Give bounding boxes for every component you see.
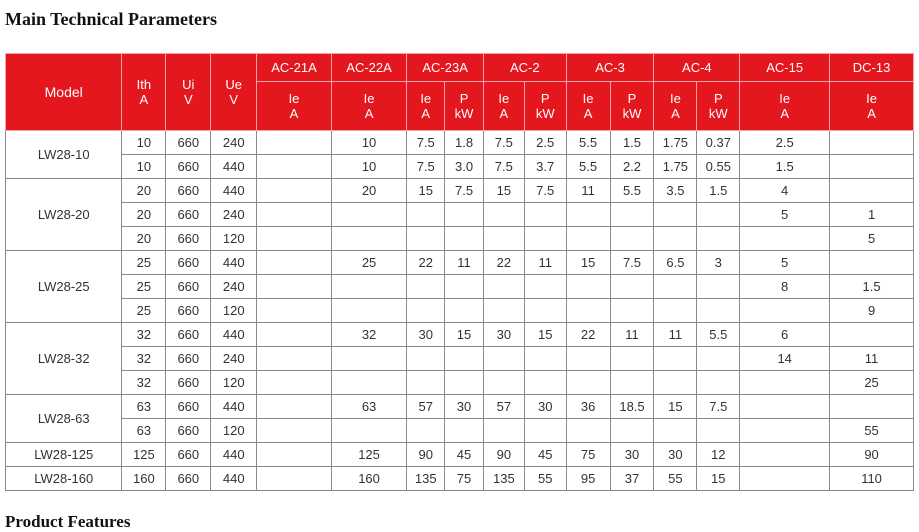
table-cell: 30 (524, 395, 566, 419)
table-cell: 660 (166, 323, 211, 347)
table-cell (524, 227, 566, 251)
table-cell (566, 275, 610, 299)
table-cell: 6.5 (654, 251, 697, 275)
table-cell: 32 (331, 323, 407, 347)
table-cell (331, 299, 407, 323)
table-cell: 30 (610, 443, 654, 467)
table-cell: 0.55 (697, 155, 740, 179)
table-cell: 7.5 (483, 131, 524, 155)
table-cell (483, 371, 524, 395)
table-row (6, 155, 914, 179)
model-name-cell: LW28-125 (6, 443, 122, 467)
table-cell: 7.5 (483, 155, 524, 179)
table-cell (407, 227, 445, 251)
sub-header-cell: P kW (610, 82, 654, 131)
table-cell: 25 (122, 299, 166, 323)
table-row (6, 371, 914, 395)
table-cell (610, 299, 654, 323)
table-cell: 660 (166, 275, 211, 299)
table-cell: 660 (166, 179, 211, 203)
table-cell: 440 (211, 323, 257, 347)
sub-header-cell: Ie A (830, 82, 914, 131)
table-cell (740, 299, 830, 323)
table-cell (524, 299, 566, 323)
table-cell: 90 (407, 443, 445, 467)
sub-header-cell: Ie A (407, 82, 445, 131)
table-cell: 30 (654, 443, 697, 467)
table-cell: 45 (445, 443, 484, 467)
table-cell (830, 323, 914, 347)
table-cell (257, 323, 332, 347)
table-cell: 440 (211, 155, 257, 179)
model-name-cell: LW28-160 (6, 467, 122, 491)
table-cell: 63 (331, 395, 407, 419)
table-cell: 120 (211, 299, 257, 323)
col-header-ac15: AC-15 (740, 54, 830, 82)
table-cell (257, 131, 332, 155)
table-cell: 1.8 (445, 131, 484, 155)
table-cell: 7.5 (445, 179, 484, 203)
table-cell (257, 443, 332, 467)
table-cell (407, 275, 445, 299)
table-cell (610, 203, 654, 227)
table-cell: 660 (166, 371, 211, 395)
table-cell (483, 275, 524, 299)
table-cell: 5.5 (697, 323, 740, 347)
table-cell (483, 203, 524, 227)
table-cell: 7.5 (407, 155, 445, 179)
table-cell: 660 (166, 227, 211, 251)
table-cell: 20 (331, 179, 407, 203)
table-cell: 4 (740, 179, 830, 203)
table-cell: 1.5 (697, 179, 740, 203)
sub-header-cell: P kW (445, 82, 484, 131)
table-cell: 8 (740, 275, 830, 299)
table-cell: 15 (407, 179, 445, 203)
table-cell (445, 371, 484, 395)
table-cell (445, 347, 484, 371)
table-cell: 22 (483, 251, 524, 275)
table-cell: 160 (331, 467, 407, 491)
table-cell (257, 251, 332, 275)
table-cell (566, 371, 610, 395)
table-cell (524, 419, 566, 443)
table-cell: 120 (211, 419, 257, 443)
table-cell (654, 419, 697, 443)
table-cell (566, 347, 610, 371)
table-cell (257, 299, 332, 323)
table-cell (740, 467, 830, 491)
table-cell: 3.7 (524, 155, 566, 179)
table-cell: 10 (122, 131, 166, 155)
table-cell (445, 299, 484, 323)
table-cell: 240 (211, 347, 257, 371)
table-cell: 25 (122, 275, 166, 299)
table-cell: 125 (331, 443, 407, 467)
sub-header-cell: Ie A (740, 82, 830, 131)
table-cell (697, 371, 740, 395)
table-cell: 15 (566, 251, 610, 275)
page-title: Main Technical Parameters (5, 9, 217, 29)
table-cell (257, 347, 332, 371)
table-cell (257, 395, 332, 419)
table-cell: 120 (211, 227, 257, 251)
sub-header-cell: Ie A (257, 82, 332, 131)
table-cell (524, 275, 566, 299)
table-row (6, 227, 914, 251)
table-cell: 45 (524, 443, 566, 467)
table-cell (654, 371, 697, 395)
table-cell: 0.37 (697, 131, 740, 155)
table-cell: 5.5 (566, 155, 610, 179)
table-cell (524, 371, 566, 395)
table-cell (610, 419, 654, 443)
table-cell (483, 347, 524, 371)
table-cell (654, 275, 697, 299)
table-cell (830, 395, 914, 419)
table-cell (610, 275, 654, 299)
sub-header-cell: Ie A (331, 82, 407, 131)
table-cell: 1.5 (610, 131, 654, 155)
table-cell: 1.75 (654, 155, 697, 179)
table-cell: 5 (740, 203, 830, 227)
col-header-ac22a: AC-22A (331, 54, 407, 82)
table-cell (566, 203, 610, 227)
sub-header-cell: Ie A (483, 82, 524, 131)
col-header-ui: Ui V (166, 54, 211, 131)
table-cell: 25 (331, 251, 407, 275)
col-header-ac3: AC-3 (566, 54, 654, 82)
col-header-dc13: DC-13 (830, 54, 914, 82)
table-cell (740, 227, 830, 251)
table-cell (740, 443, 830, 467)
table-row (6, 131, 914, 155)
table-cell (566, 299, 610, 323)
table-cell (257, 203, 332, 227)
table-cell: 660 (166, 347, 211, 371)
table-cell: 6 (740, 323, 830, 347)
table-cell: 32 (122, 371, 166, 395)
table-cell: 660 (166, 299, 211, 323)
table-cell: 20 (122, 179, 166, 203)
table-cell (257, 419, 332, 443)
table-cell: 440 (211, 179, 257, 203)
table-cell: 240 (211, 203, 257, 227)
table-cell (445, 275, 484, 299)
table-cell: 20 (122, 227, 166, 251)
table-cell: 11 (524, 251, 566, 275)
table-cell: 7.5 (697, 395, 740, 419)
table-cell: 660 (166, 395, 211, 419)
table-cell: 9 (830, 299, 914, 323)
table-cell (445, 203, 484, 227)
table-cell: 660 (166, 131, 211, 155)
table-row (6, 179, 914, 203)
table-cell: 22 (407, 251, 445, 275)
table-cell (697, 347, 740, 371)
table-cell: 125 (122, 443, 166, 467)
table-cell (697, 227, 740, 251)
table-cell: 11 (610, 323, 654, 347)
table-cell: 3.0 (445, 155, 484, 179)
table-cell: 660 (166, 443, 211, 467)
table-cell: 20 (122, 203, 166, 227)
table-cell (740, 419, 830, 443)
table-cell: 11 (830, 347, 914, 371)
table-cell (697, 203, 740, 227)
table-cell: 7.5 (407, 131, 445, 155)
table-cell (331, 347, 407, 371)
table-cell: 440 (211, 251, 257, 275)
table-cell: 25 (122, 251, 166, 275)
table-cell: 135 (483, 467, 524, 491)
table-cell (654, 227, 697, 251)
table-cell (257, 275, 332, 299)
table-cell: 32 (122, 347, 166, 371)
table-cell: 5.5 (566, 131, 610, 155)
table-cell (697, 419, 740, 443)
table-cell: 32 (122, 323, 166, 347)
table-cell (610, 371, 654, 395)
model-name-cell: LW28-20 (6, 179, 122, 251)
table-cell (483, 299, 524, 323)
table-cell: 30 (445, 395, 484, 419)
sub-header-cell: P kW (697, 82, 740, 131)
table-cell (445, 227, 484, 251)
table-cell (445, 419, 484, 443)
table-cell (740, 395, 830, 419)
table-cell: 11 (445, 251, 484, 275)
table-cell: 36 (566, 395, 610, 419)
table-cell (331, 275, 407, 299)
section-heading-product-features: Product Features (5, 512, 131, 531)
sub-header-cell: Ie A (566, 82, 610, 131)
table-row (6, 323, 914, 347)
table-cell: 57 (483, 395, 524, 419)
table-cell: 75 (445, 467, 484, 491)
table-cell: 3.5 (654, 179, 697, 203)
table-cell (654, 203, 697, 227)
table-cell: 660 (166, 419, 211, 443)
table-cell: 7.5 (610, 251, 654, 275)
table-cell (483, 227, 524, 251)
table-cell (654, 347, 697, 371)
table-cell: 14 (740, 347, 830, 371)
table-cell: 7.5 (524, 179, 566, 203)
model-name-cell: LW28-63 (6, 395, 122, 443)
table-cell: 440 (211, 467, 257, 491)
table-row (6, 443, 914, 467)
table-cell: 55 (654, 467, 697, 491)
table-row (6, 251, 914, 275)
table-cell (331, 371, 407, 395)
table-cell: 63 (122, 419, 166, 443)
table-cell: 660 (166, 251, 211, 275)
model-name-cell: LW28-25 (6, 251, 122, 323)
table-cell (257, 227, 332, 251)
table-cell: 10 (331, 131, 407, 155)
table-cell (610, 227, 654, 251)
table-cell (697, 275, 740, 299)
table-cell (830, 179, 914, 203)
col-header-ac4: AC-4 (654, 54, 740, 82)
table-row (6, 467, 914, 491)
table-cell (524, 347, 566, 371)
table-cell: 75 (566, 443, 610, 467)
table-cell: 1.75 (654, 131, 697, 155)
table-cell: 240 (211, 275, 257, 299)
table-cell: 30 (483, 323, 524, 347)
table-cell: 660 (166, 203, 211, 227)
table-cell: 440 (211, 443, 257, 467)
header-row-groups (6, 54, 914, 82)
table-cell: 110 (830, 467, 914, 491)
table-cell: 160 (122, 467, 166, 491)
table-cell (331, 203, 407, 227)
table-cell (407, 299, 445, 323)
table-cell (697, 299, 740, 323)
table-cell (654, 299, 697, 323)
model-name-cell: LW28-10 (6, 131, 122, 179)
table-cell (407, 203, 445, 227)
table-cell: 11 (654, 323, 697, 347)
table-cell: 3 (697, 251, 740, 275)
table-cell: 25 (830, 371, 914, 395)
table-cell: 15 (697, 467, 740, 491)
table-row (6, 299, 914, 323)
table-cell: 5 (740, 251, 830, 275)
table-row (6, 419, 914, 443)
table-cell: 90 (483, 443, 524, 467)
table-cell: 2.5 (524, 131, 566, 155)
model-name-cell: LW28-32 (6, 323, 122, 395)
table-row (6, 395, 914, 419)
table-cell: 15 (483, 179, 524, 203)
table-cell (257, 179, 332, 203)
col-header-ue: Ue V (211, 54, 257, 131)
table-cell (257, 371, 332, 395)
table-cell: 120 (211, 371, 257, 395)
table-cell: 5.5 (610, 179, 654, 203)
table-cell: 440 (211, 395, 257, 419)
table-row (6, 275, 914, 299)
table-cell (331, 419, 407, 443)
sub-header-cell: Ie A (654, 82, 697, 131)
table-cell (830, 155, 914, 179)
table-cell (566, 419, 610, 443)
table-cell: 55 (830, 419, 914, 443)
table-cell (610, 347, 654, 371)
table-row (6, 203, 914, 227)
table-row (6, 347, 914, 371)
table-cell: 15 (524, 323, 566, 347)
table-cell: 5 (830, 227, 914, 251)
technical-parameters-table (5, 53, 914, 491)
table-cell: 660 (166, 467, 211, 491)
table-cell: 30 (407, 323, 445, 347)
table-cell: 10 (331, 155, 407, 179)
table-body (6, 131, 914, 491)
col-header-model: Model (6, 54, 122, 131)
table-cell (830, 131, 914, 155)
table-cell (331, 227, 407, 251)
col-header-ac23a: AC-23A (407, 54, 484, 82)
table-cell: 57 (407, 395, 445, 419)
table-cell: 660 (166, 155, 211, 179)
table-cell (257, 155, 332, 179)
table-cell: 1 (830, 203, 914, 227)
col-header-ith: Ith A (122, 54, 166, 131)
table-cell: 240 (211, 131, 257, 155)
table-cell: 63 (122, 395, 166, 419)
table-cell (407, 419, 445, 443)
table-cell: 37 (610, 467, 654, 491)
table-cell (524, 203, 566, 227)
table-cell: 55 (524, 467, 566, 491)
table-cell (830, 251, 914, 275)
col-header-ac2: AC-2 (483, 54, 566, 82)
table-cell: 15 (445, 323, 484, 347)
table-cell (740, 371, 830, 395)
col-header-ac21a: AC-21A (257, 54, 332, 82)
table-cell: 12 (697, 443, 740, 467)
table-cell: 1.5 (830, 275, 914, 299)
table-cell: 15 (654, 395, 697, 419)
table-cell: 11 (566, 179, 610, 203)
table-cell (407, 347, 445, 371)
table-cell: 2.5 (740, 131, 830, 155)
table-cell: 95 (566, 467, 610, 491)
table-cell: 1.5 (740, 155, 830, 179)
table-cell (407, 371, 445, 395)
table-cell: 10 (122, 155, 166, 179)
table-cell (483, 419, 524, 443)
table-cell (257, 467, 332, 491)
table-cell: 135 (407, 467, 445, 491)
sub-header-cell: P kW (524, 82, 566, 131)
table-cell: 18.5 (610, 395, 654, 419)
table-cell: 2.2 (610, 155, 654, 179)
table-cell (566, 227, 610, 251)
table-cell: 90 (830, 443, 914, 467)
table-cell: 22 (566, 323, 610, 347)
